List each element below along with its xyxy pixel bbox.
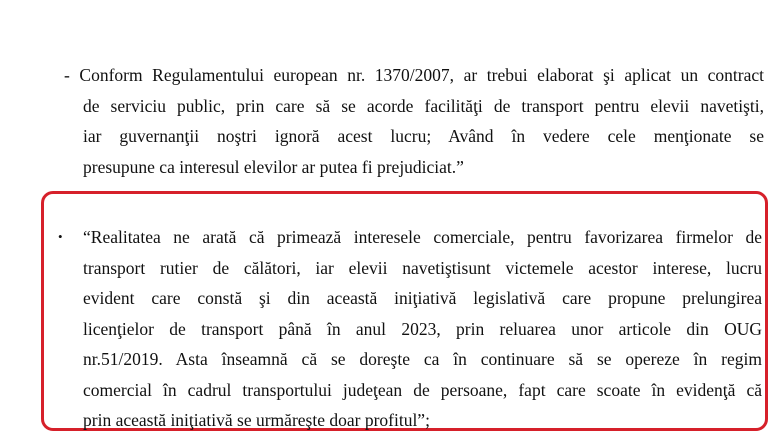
text-line: evident care constă şi din această iniţiativă legislativă care propune prelungirea: [83, 288, 762, 308]
text-line: presupune ca interesul elevilor ar putea fi prejudiciat.”: [83, 156, 464, 177]
paragraph-regulation: [64, 60, 764, 182]
text-line: - Conform Regulamentului european nr. 1370/2007, ar trebui elaborat şi aplicat un contract: [64, 65, 764, 85]
bullet-icon: •: [58, 229, 63, 244]
text-line: iar guvernanţii noştri ignoră acest lucru; Având în vedere cele menţionate se: [83, 126, 764, 146]
text-line: transport rutier de călători, iar elevii navetiştisunt victemele acestor interese, lucru: [83, 257, 762, 278]
text-line: nr.51/2019. Asta înseamnă că se doreşte ca în continuare să se opereze în regim: [83, 349, 762, 369]
paragraph-quote-highlighted: [58, 222, 762, 436]
text-line: “Realitatea ne arată că primează interesele comerciale, pentru favorizarea firmelor de: [83, 227, 762, 247]
text-line: comercial în cadrul transportului judeţean de persoane, fapt care scoate în evidenţă că: [83, 379, 762, 400]
text-line: prin această iniţiativă se urmăreşte doar profitul”;: [83, 410, 430, 430]
text-line: de serviciu public, prin care să se acorde facilităţi de transport pentru elevii navetişti,: [83, 95, 764, 116]
text-line: licenţielor de transport până în anul 2023, prin reluarea unor articole din OUG: [83, 318, 762, 339]
